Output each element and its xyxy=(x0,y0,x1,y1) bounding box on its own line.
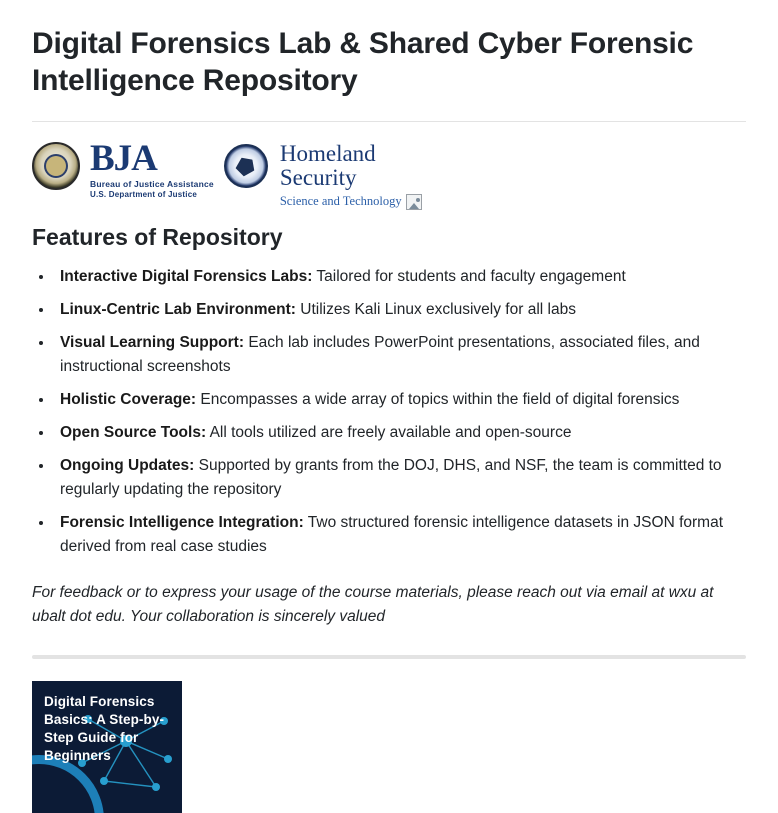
list-item xyxy=(54,265,746,289)
feature-text: All tools utilized are freely available and open-source xyxy=(209,424,572,442)
book-cover-thumbnail[interactable] xyxy=(32,681,182,813)
section-divider xyxy=(32,655,746,659)
feature-text: Supported by grants from the DOJ, DHS, and NSF, the team is committed to regularly updating the repository xyxy=(60,457,722,499)
list-item xyxy=(54,331,746,379)
broken-image-icon xyxy=(406,194,422,210)
book-card-row xyxy=(32,681,746,813)
feature-label: Interactive Digital Forensics Labs: xyxy=(60,268,313,286)
feature-label: Visual Learning Support: xyxy=(60,334,245,352)
feature-label: Holistic Coverage: xyxy=(60,391,197,409)
title-divider xyxy=(32,121,746,122)
bja-line1: Bureau of Justice Assistance xyxy=(90,179,214,190)
feature-text: Utilizes Kali Linux exclusively for all labs xyxy=(300,301,576,319)
list-item xyxy=(54,298,746,322)
page-title: Digital Forensics Lab & Shared Cyber Forensic Intelligence Repository xyxy=(32,27,694,97)
features-heading: Features of Repository xyxy=(32,224,283,251)
dhs-word-homeland: Homeland xyxy=(279,141,376,167)
feature-text: Two structured forensic intelligence datasets in JSON format derived from real case studies xyxy=(60,514,724,556)
dhs-word-security: Security xyxy=(279,165,357,191)
list-item xyxy=(54,421,746,445)
feature-label: Ongoing Updates: xyxy=(60,457,195,475)
book-cover-title: Digital Forensics Basics: A Step-by-Step Guide for Beginners xyxy=(44,694,165,763)
feature-label: Forensic Intelligence Integration: xyxy=(60,514,304,532)
document-content xyxy=(0,26,778,813)
bja-line2: U.S. Department of Justice xyxy=(90,190,198,200)
features-list xyxy=(32,265,746,559)
feedback-paragraph: For feedback or to express your usage of the course materials, please reach out via email at wxu at ubalt dot edu. Your collaboration is sincerely valued xyxy=(32,584,714,626)
feature-text: Encompasses a wide array of topics within the field of digital forensics xyxy=(200,391,680,409)
list-item xyxy=(54,511,746,559)
list-item xyxy=(54,388,746,412)
dhs-tagline-text: Science and Technology xyxy=(279,194,402,209)
doj-seal-icon xyxy=(32,142,80,190)
bja-logo xyxy=(90,140,214,200)
bja-acronym: BJA xyxy=(90,138,157,180)
list-item xyxy=(54,454,746,502)
feature-label: Open Source Tools: xyxy=(60,424,207,442)
feature-text: Tailored for students and faculty engagement xyxy=(316,268,626,286)
dhs-tagline xyxy=(280,194,422,210)
dhs-wordmark xyxy=(280,142,422,210)
feature-label: Linux-Centric Lab Environment: xyxy=(60,301,296,319)
feature-text: Each lab includes PowerPoint presentations, associated files, and instructional screenshots xyxy=(60,334,700,376)
dhs-seal-icon xyxy=(224,144,268,188)
sponsor-logo-strip xyxy=(32,138,746,209)
